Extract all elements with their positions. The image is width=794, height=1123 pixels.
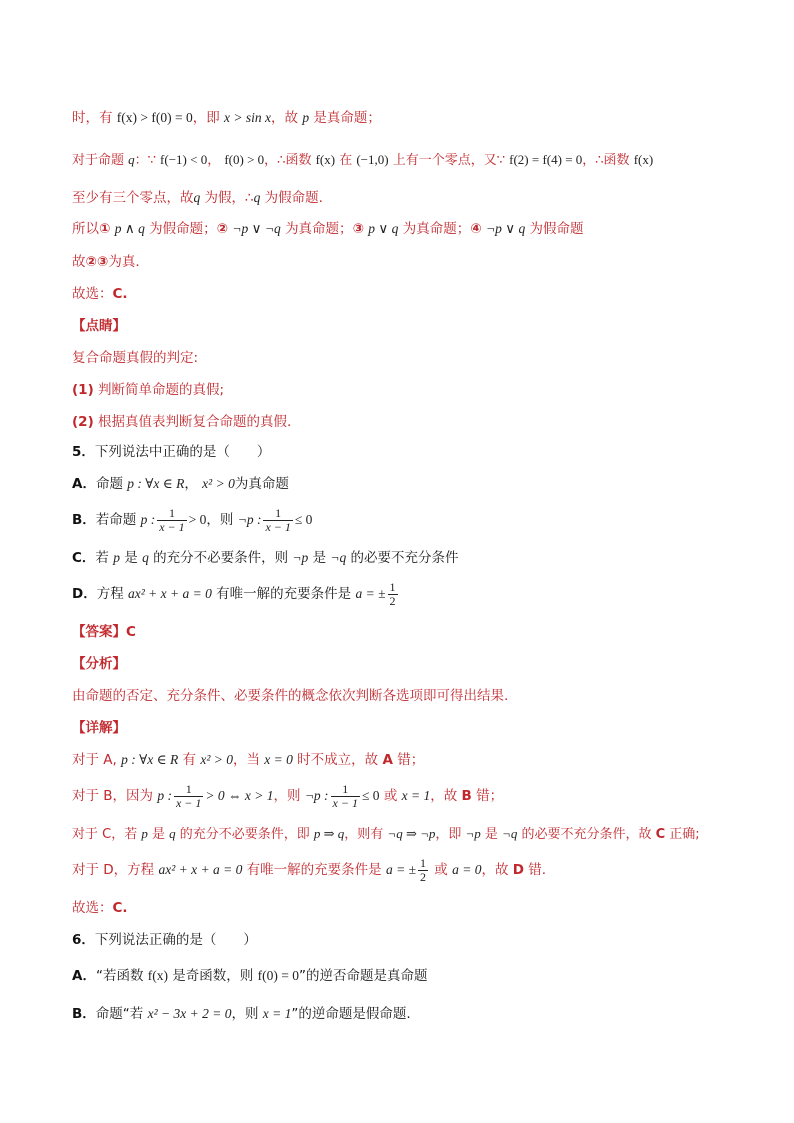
- math: p : ∀x ∈ R: [121, 752, 179, 767]
- math: ¬p ∨ ¬q: [232, 221, 281, 236]
- text: 错；: [471, 788, 504, 804]
- circled-number: ①: [99, 221, 111, 237]
- option-5d: [72, 580, 400, 608]
- math: q: [169, 826, 176, 841]
- math: f(x): [315, 152, 336, 167]
- circled-number: ②③: [85, 254, 109, 270]
- math: ¬q ⇒ ¬p: [387, 826, 436, 841]
- detail-choice: [72, 898, 128, 918]
- option-key: A．: [72, 476, 96, 492]
- denominator: 2: [419, 869, 426, 884]
- math: a = 0: [452, 862, 482, 877]
- text: 是奇函数，则: [168, 968, 258, 984]
- text: 是: [119, 550, 143, 566]
- option-5c: [72, 548, 459, 568]
- analysis-text: 由命题的否定、充分条件、必要条件的概念依次判断各选项即可得出结果.: [72, 688, 509, 704]
- denominator: x − 1: [332, 795, 358, 810]
- text: ，则: [206, 512, 238, 528]
- fraction: [263, 507, 292, 534]
- text: 有唯一解的充要条件是: [242, 862, 386, 878]
- math: ax² + x + a = 0: [158, 862, 243, 877]
- math: x = 1: [401, 788, 431, 803]
- option-5b: [72, 506, 312, 534]
- denominator: 2: [389, 593, 396, 608]
- question-number: 5．: [72, 444, 95, 460]
- detail-d: [72, 856, 546, 884]
- text: 故选：: [72, 900, 113, 916]
- text: 或: [379, 788, 402, 804]
- fraction: [174, 783, 203, 810]
- math: ax² + x + a = 0: [128, 586, 212, 601]
- numerator: 1: [168, 505, 175, 520]
- text: 正确;: [665, 827, 700, 842]
- numerator: 1: [389, 579, 396, 594]
- line-10: [72, 412, 291, 432]
- math: p :: [140, 512, 156, 527]
- math: ¬q: [502, 826, 518, 841]
- math: f(x): [633, 152, 654, 167]
- math: p: [113, 550, 120, 565]
- option-key: B．: [72, 1006, 96, 1022]
- text: 若: [95, 550, 114, 566]
- detail-a: [72, 750, 424, 770]
- section-dianjing: 【点睛】: [72, 318, 126, 334]
- text: 时不成立，故: [292, 752, 383, 768]
- math: x = 1: [262, 1006, 292, 1021]
- text: 为假命题；: [149, 221, 217, 237]
- text: 下列说法中正确的是（ ）: [94, 444, 271, 460]
- numerator: 1: [185, 781, 192, 796]
- text: 命题“若: [95, 1006, 148, 1022]
- math: ¬p :: [237, 512, 262, 527]
- line-9: [72, 380, 224, 400]
- option-6a: [72, 966, 427, 986]
- math: f(0) > 0: [224, 152, 265, 167]
- text: ”的逆否命题是真命题: [298, 968, 428, 984]
- detail-b: [72, 782, 503, 810]
- option-6b: [72, 1004, 411, 1024]
- line-5: [72, 252, 140, 272]
- math: p :: [157, 788, 172, 803]
- option-key: A．: [72, 968, 96, 984]
- text: 为真命题；: [285, 221, 353, 237]
- answer-value: C.: [112, 900, 128, 916]
- answer-line: [72, 622, 136, 642]
- math: > 0 ⇔ x > 1: [205, 788, 274, 803]
- fraction: [418, 857, 428, 884]
- text: 或: [429, 862, 453, 878]
- text: 是: [147, 827, 170, 842]
- text: 错；: [392, 752, 425, 768]
- text: 故: [72, 254, 86, 270]
- question-5: [72, 442, 270, 462]
- line-3: [72, 188, 323, 208]
- text: ，故: [271, 110, 303, 126]
- text: ，故: [430, 788, 462, 804]
- text: ，∴函数: [264, 153, 316, 168]
- circled-number: ②: [216, 221, 229, 237]
- text: 对于 D，方程: [72, 862, 159, 878]
- text: ，则有: [344, 827, 388, 842]
- option-ref: C: [655, 827, 666, 842]
- text: ，∴函数: [582, 153, 634, 168]
- circled-number: ④: [470, 221, 482, 237]
- math: x² > 0: [200, 752, 233, 767]
- text: 对于 B，因为: [72, 788, 158, 804]
- math: q: [253, 190, 261, 205]
- text: 上有一个零点，又∵: [388, 153, 510, 168]
- text: 的充分不必要条件，则: [148, 550, 293, 566]
- text: 故选：: [72, 286, 113, 302]
- numerator: 1: [342, 781, 349, 796]
- math: q: [193, 190, 201, 205]
- text: 命题: [95, 476, 128, 492]
- text: ”的逆命题是假命题.: [291, 1006, 411, 1022]
- math: ≤ 0: [294, 512, 313, 527]
- math: x² − 3x + 2 = 0: [147, 1006, 232, 1021]
- option-5a: [72, 474, 289, 494]
- list-number: (2): [72, 414, 94, 430]
- math: a = ±: [355, 586, 386, 601]
- math: q: [142, 550, 149, 565]
- math: p: [302, 110, 310, 125]
- math: p ∨ q: [368, 221, 399, 236]
- math: > 0: [188, 512, 207, 527]
- text: 为假命题: [529, 221, 584, 237]
- text: 的必要不充分条件，故: [517, 827, 656, 842]
- math: a = ±: [385, 862, 416, 877]
- option-ref: D: [512, 862, 524, 878]
- math: ¬p ∨ q: [485, 221, 526, 236]
- text: ，故: [481, 862, 513, 878]
- line-6: [72, 284, 128, 304]
- numerator: 1: [419, 855, 426, 870]
- text: 对于 A,: [72, 752, 122, 768]
- fraction: [331, 783, 360, 810]
- list-number: (1): [72, 382, 94, 398]
- math: f(x): [147, 968, 168, 983]
- text: 是: [480, 827, 503, 842]
- text: 为假命题.: [260, 190, 323, 206]
- math: p ⇒ q: [313, 826, 345, 841]
- text: ，: [184, 476, 203, 492]
- text: 错.: [523, 862, 547, 878]
- text: ，: [207, 153, 225, 168]
- text: 若命题: [95, 512, 141, 528]
- option-ref: A: [382, 752, 393, 768]
- text: ，即: [192, 110, 225, 126]
- text: 时，有: [72, 110, 117, 126]
- math: f(−1) < 0: [160, 152, 208, 167]
- text: 至少有三个零点，故: [72, 190, 194, 206]
- math: f(2) = f(4) = 0: [509, 152, 583, 167]
- text: ，即: [435, 827, 466, 842]
- text: 根据真值表判断复合命题的真假.: [93, 414, 292, 430]
- math: f(x) > f(0) = 0: [116, 110, 193, 125]
- text: 是真命题；: [309, 110, 381, 126]
- text: 对于命题: [72, 153, 129, 168]
- math: p ∧ q: [114, 221, 145, 236]
- section-answer: 【答案】: [72, 624, 126, 640]
- question-number: 6．: [72, 932, 95, 948]
- text: ，则: [231, 1006, 263, 1022]
- text: 对于 C，若: [72, 827, 142, 842]
- question-6: [72, 930, 257, 950]
- text: ，则: [273, 788, 305, 804]
- math: ¬p: [292, 550, 309, 565]
- math: x > sin x: [224, 110, 272, 125]
- text: “若函数: [95, 968, 148, 984]
- math: p: [141, 826, 148, 841]
- math: q: [128, 152, 135, 167]
- text: 是: [308, 550, 331, 566]
- text: 为真命题: [234, 476, 289, 492]
- section-analysis: 【分析】: [72, 656, 126, 672]
- denominator: x − 1: [265, 519, 291, 534]
- math: ¬q: [330, 550, 347, 565]
- text: 在: [335, 153, 357, 168]
- option-key: B．: [72, 512, 96, 528]
- denominator: x − 1: [175, 795, 202, 810]
- text: 有: [178, 752, 201, 768]
- option-ref: B: [461, 788, 472, 804]
- circled-number: ③: [352, 221, 364, 237]
- text: 判断简单命题的真假;: [93, 382, 225, 398]
- text: 下列说法正确的是（ ）: [94, 932, 257, 948]
- line-1: [72, 108, 381, 128]
- denominator: x − 1: [159, 519, 185, 534]
- text: 为真命题；: [402, 221, 471, 237]
- line-8: 复合命题真假的判定:: [72, 350, 199, 366]
- fraction: [388, 581, 398, 608]
- line-4: [72, 219, 584, 239]
- math: x = 0: [264, 752, 293, 767]
- text: ，当: [232, 752, 265, 768]
- text: 有唯一解的充要条件是: [211, 586, 356, 602]
- math: f(0) = 0: [257, 968, 299, 983]
- detail-c: [72, 824, 700, 845]
- text: 为假，∴: [200, 190, 254, 206]
- text: ：∵: [134, 153, 161, 168]
- math: x² > 0: [202, 476, 235, 491]
- math: ¬p: [465, 826, 481, 841]
- text: 为真.: [108, 254, 140, 270]
- math: (−1,0): [356, 152, 389, 167]
- fraction: [157, 507, 186, 534]
- numerator: 1: [275, 505, 282, 520]
- text: 的必要不充分条件: [346, 550, 459, 566]
- option-key: C．: [72, 550, 96, 566]
- math: ¬p :: [304, 788, 329, 803]
- text: 方程: [96, 586, 129, 602]
- section-details: 【详解】: [72, 720, 126, 736]
- math: p : ∀x ∈ R: [127, 476, 185, 491]
- text: 的充分不必要条件，即: [175, 827, 314, 842]
- text: 所以: [72, 221, 99, 237]
- math: ≤ 0: [361, 788, 380, 803]
- option-key: D．: [72, 586, 97, 602]
- text: C.: [112, 286, 128, 302]
- line-2: [72, 150, 653, 171]
- answer-value: C: [126, 624, 136, 640]
